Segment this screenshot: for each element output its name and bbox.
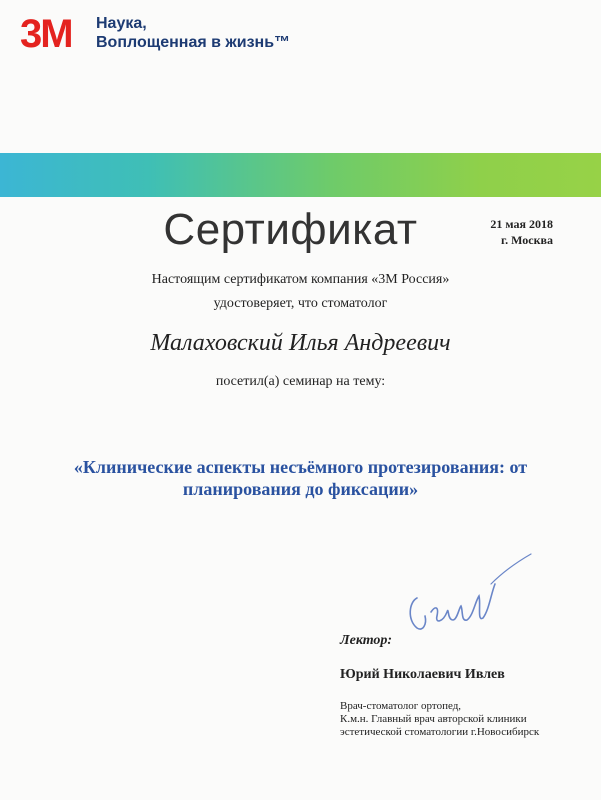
lecturer-label: Лектор: (340, 633, 393, 648)
lecturer-name: Юрий Николаевич Ивлев (340, 667, 505, 682)
credentials-line-3: эстетической стоматологии г.Новосибирск (340, 726, 540, 738)
seminar-topic: «Клинические аспекты несъёмного протезирования: от планирования до фиксации» (73, 457, 528, 499)
signature-icon (395, 550, 535, 640)
certificate-city: г. Москва (501, 233, 553, 247)
credentials-line-2: К.м.н. Главный врач авторской клиники (340, 713, 527, 725)
lecturer-credentials (340, 700, 570, 739)
intro-line-2: удостоверяет, что стоматолог (213, 296, 388, 311)
credentials-line-1: Врач-стоматолог ортопед, (340, 700, 462, 712)
seminar-line: посетил(а) семинар на тему: (215, 374, 386, 389)
intro-line-1: Настоящим сертификатом компания «3М Россия» (151, 272, 450, 287)
tagline-line-1: Наука, (96, 15, 147, 32)
gradient-band (0, 153, 601, 197)
recipient-name: Малаховский Илья Андреевич (150, 330, 451, 356)
date-block (490, 216, 553, 248)
3m-logo: 3M (20, 12, 72, 56)
logo-tagline (96, 14, 290, 52)
certificate-date: 21 мая 2018 (490, 217, 553, 231)
certificate-title: Сертификат (163, 205, 418, 254)
tagline-line-2: Воплощенная в жизнь™ (96, 34, 291, 51)
